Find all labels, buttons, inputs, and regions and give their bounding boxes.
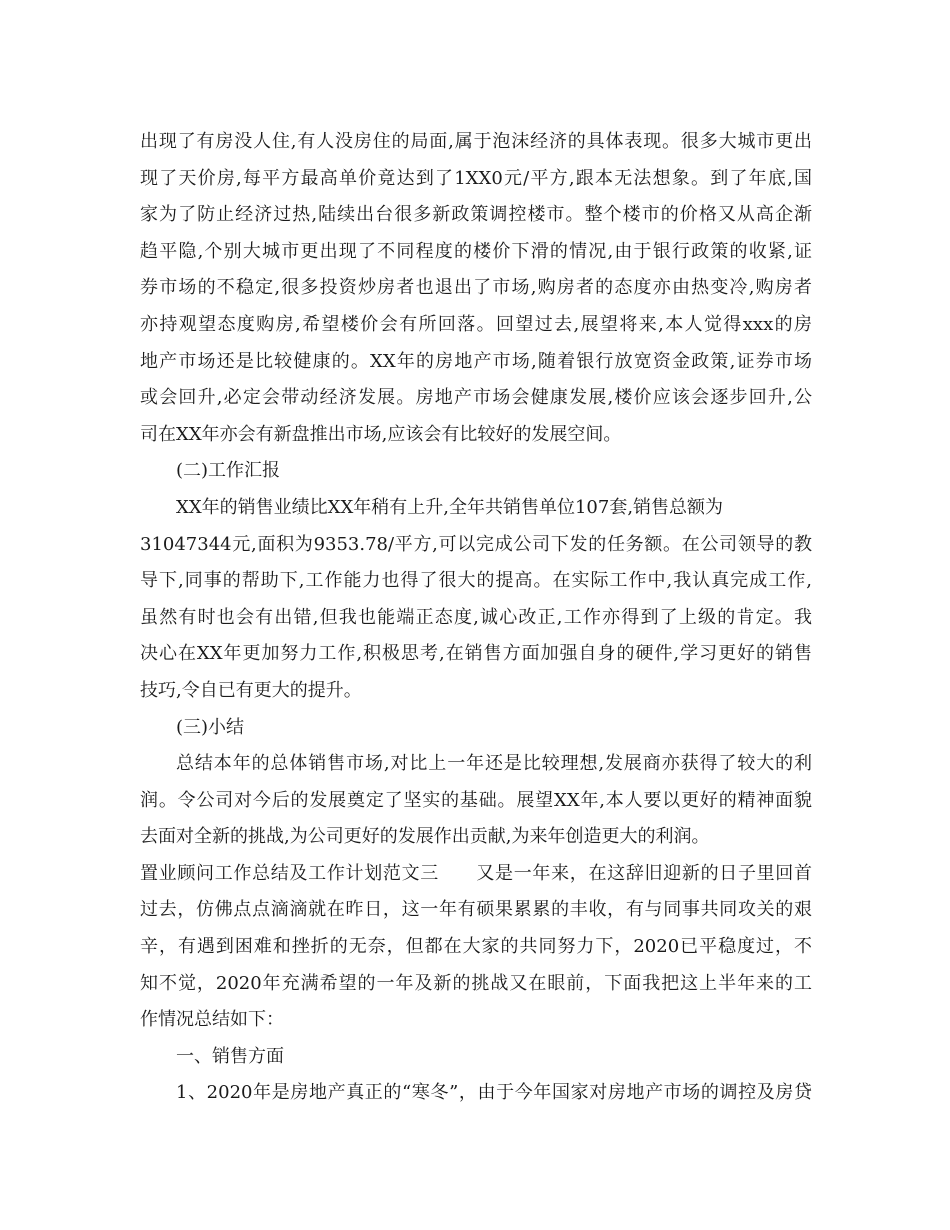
section-heading: (三)小结 [176,716,245,738]
paragraph-line: 知不觉，2020年充满希望的一年及新的挑战又在眼前，下面我把这上半年来的工 [140,972,812,994]
paragraph-line: 家为了防止经济过热,陆续出台很多新政策调控楼市。整个楼市的价格又从高企渐 [140,204,812,226]
paragraph-line: 1、2020年是房地产真正的“寒冬”，由于今年国家对房地产市场的调控及房贷 [176,1082,812,1104]
paragraph-line: 或会回升,必定会带动经济发展。房地产市场会健康发展,楼价应该会逐步回升,公 [140,387,812,409]
paragraph-line: 去面对全新的挑战,为公司更好的发展作出贡献,为来年创造更大的利润。 [140,826,710,848]
paragraph-line: 辛，有遇到困难和挫折的无奈，但都在大家的共同努力下，2020已平稳度过，不 [140,936,812,958]
paragraph-line: 出现了有房没人住,有人没房住的局面,属于泡沫经济的具体表现。很多大城市更出 [140,131,812,152]
paragraph-line: 31047344元,面积为9353.78/平方,可以完成公司下发的任务额。在公司领导的教 [140,533,812,555]
paragraph-line: 趋平隐,个别大城市更出现了不同程度的楼价下滑的情况,由于银行政策的收紧,证 [140,240,812,262]
paragraph-line: 置业顾问工作总结及工作计划范文三 又是一年来，在这辞旧迎新的日子里回首 [140,862,812,884]
paragraph-line: 技巧,令自已有更大的提升。 [140,679,362,701]
section-heading: (二)工作汇报 [176,460,281,482]
section-heading: 一、销售方面 [176,1045,284,1067]
paragraph-line: 地产市场还是比较健康的。XX年的房地产市场,随着银行放宽资金政策,证券市场 [140,350,812,372]
paragraph-line: 决心在XX年更加努力工作,积极思考,在销售方面加强自身的硬件,学习更好的销售 [140,643,812,665]
paragraph-line: 亦持观望态度购房,希望楼价会有所回落。回望过去,展望将来,本人觉得xxx的房 [140,313,812,335]
paragraph-line: 总结本年的总体销售市场,对比上一年还是比较理想,发展商亦获得了较大的利 [176,753,812,775]
paragraph-line: 作情况总结如下： [140,1009,284,1031]
document-page [140,124,812,1112]
paragraph-line: 导下,同事的帮助下,工作能力也得了很大的提高。在实际工作中,我认真完成工作, [140,570,812,592]
paragraph-line: 券市场的不稳定,很多投资炒房者也退出了市场,购房者的态度亦由热变冷,购房者 [140,277,812,299]
paragraph-line: 虽然有时也会有出错,但我也能端正态度,诚心改正,工作亦得到了上级的肯定。我 [140,606,812,628]
paragraph-line: 司在XX年亦会有新盘推出市场,应该会有比较好的发展空间。 [140,423,622,445]
paragraph-line: 现了天价房,每平方最高单价竟达到了1XX0元/平方,跟本无法想象。到了年底,国 [140,167,812,189]
paragraph-line: XX年的销售业绩比XX年稍有上升,全年共销售单位107套,销售总额为 [176,496,724,518]
paragraph-line: 过去，仿佛点点滴滴就在昨日，这一年有硕果累累的丰收，有与同事共同攻关的艰 [140,899,812,921]
paragraph-line: 润。令公司对今后的发展奠定了坚实的基础。展望XX年,本人要以更好的精神面貌 [140,789,812,811]
